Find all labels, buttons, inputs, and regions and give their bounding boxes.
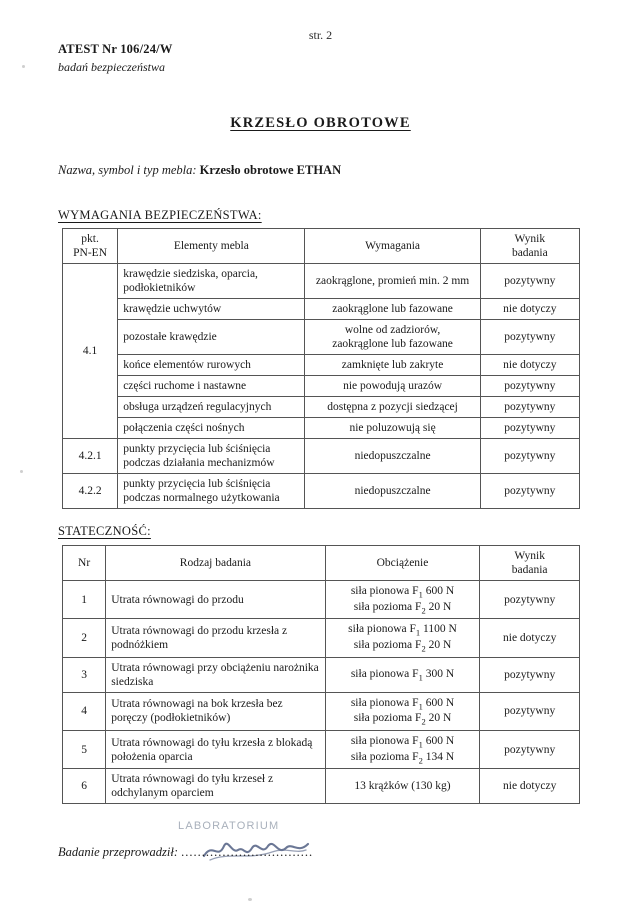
document-header <box>58 42 173 75</box>
cell-element: punkty przycięcia lub ściśnięcia podczas działania mechanizmów <box>118 439 305 474</box>
column-header-result-line1: Wynik <box>514 233 546 245</box>
cell-load-line1 <box>331 622 475 638</box>
cell-result: nie dotyczy <box>480 769 580 804</box>
table-row <box>63 581 580 619</box>
cell-requirement-line2: zaokrąglone lub fazowane <box>332 338 453 351</box>
load-force-subscript: 1 <box>418 672 423 683</box>
load-force-value: 600 N <box>422 696 455 709</box>
cell-result: pozytywny <box>480 692 580 730</box>
table-row <box>63 418 580 439</box>
cell-nr: 3 <box>63 657 106 692</box>
page-title-text: KRZESŁO OBROTOWE <box>230 115 411 131</box>
table-row <box>63 439 580 474</box>
signature-dots: ................................ <box>181 845 314 859</box>
cell-pkt: 4.1 <box>63 264 118 439</box>
cell-requirement: dostępna z pozycji siedzącej <box>305 397 480 418</box>
load-force-label: siła pionowa F <box>348 623 416 636</box>
product-name-label: Nazwa, symbol i typ mebla: <box>58 163 197 177</box>
cell-element: krawędzie siedziska, oparcia, podłokietników <box>118 264 305 299</box>
load-force-subscript: 2 <box>421 643 426 654</box>
column-header-load: Obciążenie <box>325 546 480 581</box>
column-header-nr: Nr <box>63 546 106 581</box>
column-header-test-type: Rodzaj badania <box>106 546 325 581</box>
section-heading-requirements: WYMAGANIA BEZPIECZEŃSTWA: <box>58 208 262 222</box>
cell-load-line1 <box>331 667 475 683</box>
cell-result: pozytywny <box>480 320 579 355</box>
column-header-result-line2: badania <box>511 247 548 260</box>
requirements-table <box>62 228 580 509</box>
cell-element: końce elementów rurowych <box>118 355 305 376</box>
scan-speck <box>22 65 25 68</box>
table-row <box>63 474 580 509</box>
table-row <box>63 264 580 299</box>
table-row <box>63 657 580 692</box>
cell-nr: 4 <box>63 692 106 730</box>
cell-load <box>325 731 480 769</box>
table-row <box>63 320 580 355</box>
cell-load-line1 <box>331 696 475 712</box>
certificate-number: ATEST Nr 106/24/W <box>58 42 173 56</box>
column-header-result <box>480 546 580 581</box>
cell-load <box>325 657 480 692</box>
cell-requirement: niedopuszczalne <box>305 439 480 474</box>
load-force-subscript: 1 <box>418 739 423 750</box>
cell-test-type: Utrata równowagi do tyłu krzeseł z odchylanym oparciem <box>106 769 325 804</box>
load-force-subscript: 1 <box>415 627 421 638</box>
load-force-subscript: 2 <box>418 754 423 765</box>
product-name-line <box>58 163 341 178</box>
certificate-subtitle: badań bezpieczeństwa <box>58 60 165 74</box>
load-force-label: siła pozioma F <box>350 750 419 763</box>
load-force-subscript: 2 <box>421 716 426 727</box>
table-row <box>63 731 580 769</box>
load-force-value: 20 N <box>425 639 452 651</box>
cell-test-type: Utrata równowagi do przodu krzesła z podnóżkiem <box>106 619 325 657</box>
cell-element: części ruchome i nastawne <box>118 376 305 397</box>
table-header-row <box>63 229 580 264</box>
cell-test-type: Utrata równowagi przy obciążeniu narożnika siedziska <box>106 657 325 692</box>
load-force-label: siła pozioma F <box>353 600 422 613</box>
stability-table <box>62 545 580 804</box>
column-header-result-line1: Wynik <box>514 550 545 562</box>
signature-label: Badanie przeprowadził: <box>58 845 179 859</box>
cell-test-type: Utrata równowagi do przodu <box>106 581 325 619</box>
table-row <box>63 397 580 418</box>
column-header-pkt-line2: PN-EN <box>73 247 108 260</box>
cell-load-line2 <box>331 750 475 766</box>
cell-requirement: zaokrąglone, promień min. 2 mm <box>305 264 480 299</box>
cell-requirement: zaokrąglone lub fazowane <box>305 299 480 320</box>
cell-result: nie dotyczy <box>480 619 580 657</box>
load-force-label: siła pozioma F <box>353 639 422 651</box>
cell-element: pozostałe krawędzie <box>118 320 305 355</box>
cell-result: pozytywny <box>480 439 579 474</box>
table-row <box>63 619 580 657</box>
load-force-label: siła pionowa F <box>350 696 419 709</box>
load-force-label: 13 krążków (130 kg) <box>354 780 451 793</box>
cell-load <box>325 581 480 619</box>
column-header-pkt <box>63 229 118 264</box>
load-force-label: siła pozioma F <box>353 712 422 725</box>
cell-result: pozytywny <box>480 474 579 509</box>
cell-requirement <box>305 320 480 355</box>
column-header-requirements: Wymagania <box>305 229 480 264</box>
section-heading-stability: STATECZNOŚĆ: <box>58 524 151 538</box>
table-row <box>63 299 580 320</box>
load-force-value: 20 N <box>425 600 452 613</box>
load-force-label: siła pionowa F <box>350 735 419 747</box>
cell-element: połączenia części nośnych <box>118 418 305 439</box>
cell-element: obsługa urządzeń regulacyjnych <box>118 397 305 418</box>
cell-result: pozytywny <box>480 581 580 619</box>
cell-nr: 2 <box>63 619 106 657</box>
product-name-value: Krzesło obrotowe ETHAN <box>199 163 342 177</box>
cell-nr: 5 <box>63 731 106 769</box>
load-force-label: siła pionowa F <box>350 585 419 598</box>
load-force-value: 20 N <box>425 712 452 725</box>
load-force-value: 1100 N <box>420 623 457 636</box>
load-force-subscript: 1 <box>418 589 423 600</box>
page-title <box>0 115 641 132</box>
cell-element: krawędzie uchwytów <box>118 299 305 320</box>
scan-speck <box>20 470 23 473</box>
cell-result: pozytywny <box>480 657 580 692</box>
table-row <box>63 355 580 376</box>
load-force-value: 134 N <box>422 750 455 763</box>
load-force-value: 300 N <box>422 667 455 680</box>
cell-requirement: zamknięte lub zakryte <box>305 355 480 376</box>
page-number: str. 2 <box>308 28 333 42</box>
cell-load-line2 <box>331 600 475 616</box>
load-force-value: 600 N <box>422 585 455 598</box>
cell-nr: 6 <box>63 769 106 804</box>
cell-load-line2 <box>331 711 475 727</box>
cell-requirement-line1: wolne od zadziorów, <box>344 324 441 337</box>
load-force-label: siła pionowa F <box>350 667 419 680</box>
cell-load <box>325 769 480 804</box>
cell-element: punkty przycięcia lub ściśnięcia podczas normalnego użytkowania <box>118 474 305 509</box>
cell-requirement: nie powodują urazów <box>305 376 480 397</box>
cell-result: nie dotyczy <box>480 299 579 320</box>
column-header-result-line2: badania <box>511 564 548 577</box>
signature-line <box>58 845 313 860</box>
table-header-row <box>63 546 580 581</box>
cell-result: nie dotyczy <box>480 355 579 376</box>
cell-test-type: Utrata równowagi do tyłu krzesła z blokadą położenia oparcia <box>106 731 325 769</box>
cell-result: pozytywny <box>480 376 579 397</box>
cell-load-line2 <box>331 638 475 654</box>
table-row <box>63 769 580 804</box>
cell-nr: 1 <box>63 581 106 619</box>
cell-result: pozytywny <box>480 264 579 299</box>
cell-result: pozytywny <box>480 418 579 439</box>
column-header-elements: Elementy mebla <box>118 229 305 264</box>
table-row <box>63 692 580 730</box>
cell-load-line1 <box>331 734 475 750</box>
laboratory-stamp-text: LABORATORIUM <box>178 820 280 832</box>
cell-result: pozytywny <box>480 731 580 769</box>
cell-pkt: 4.2.1 <box>63 439 118 474</box>
table-row <box>63 376 580 397</box>
load-force-subscript: 1 <box>418 700 423 711</box>
cell-load-line1 <box>331 779 475 793</box>
cell-load-line1 <box>331 584 475 600</box>
cell-pkt: 4.2.2 <box>63 474 118 509</box>
cell-load <box>325 692 480 730</box>
cell-load <box>325 619 480 657</box>
column-header-pkt-line1: pkt. <box>81 233 99 245</box>
column-header-result <box>480 229 579 264</box>
cell-requirement: nie poluzowują się <box>305 418 480 439</box>
load-force-subscript: 2 <box>421 604 426 615</box>
cell-test-type: Utrata równowagi na bok krzesła bez poręczy (podłokietników) <box>106 692 325 730</box>
load-force-value: 600 N <box>422 735 455 747</box>
cell-requirement: niedopuszczalne <box>305 474 480 509</box>
scan-speck <box>248 898 252 901</box>
cell-result: pozytywny <box>480 397 579 418</box>
